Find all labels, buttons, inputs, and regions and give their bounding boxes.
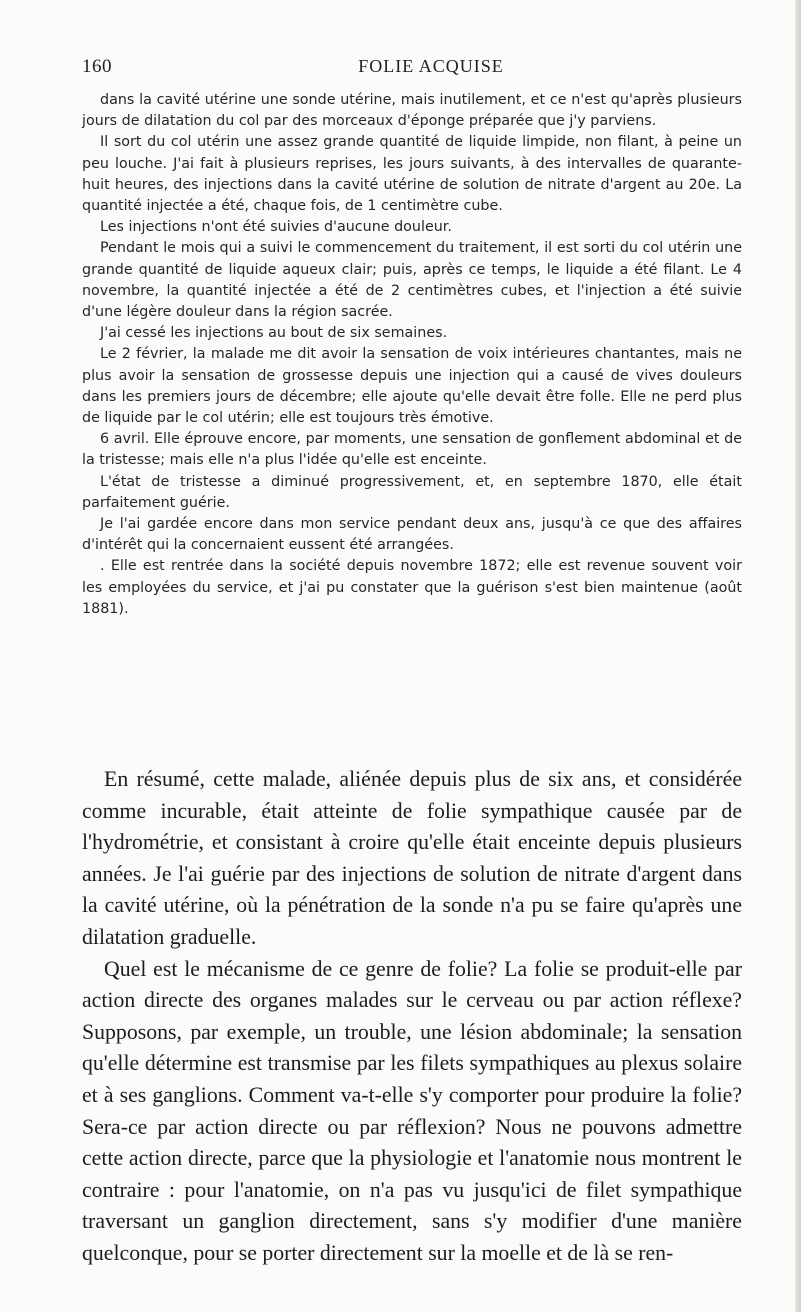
case-paragraph: Il sort du col utérin une assez grande quantité de liquide limpide, non filant, à peine un peu louche. J'ai fait à plusieurs reprises, les jours suivants, à des intervalles de quarante-huit heures, des injections dans la cavité utérine de solution de nitrate d'argent au 20e. La quantité injectée a été, chaque fois, de 1 centimètre cube. [82, 134, 742, 215]
discussion-paragraph: Quel est le mécanisme de ce genre de folie? La folie se produit-elle par action directe des organes malades sur le cerveau ou par action réflexe? Supposons, par exemple, un trouble, une lésion abdominale; la sensation qu'elle détermine est transmise par les filets sympathiques au plexus solaire et à ses ganglions. Comment va-t-elle s'y comporter pour produire la folie? Sera-ce par action directe ou par réflexion? Nous ne pouvons admettre cette action directe, parce que la physiologie et l'anatomie nous montrent le contraire : pour l'anatomie, on n'a pas vu jusqu'ici de filet sympathique traversant un ganglion directement, sans s'y modifier d'une manière quelconque, pour se porter directement sur la moelle et de là se ren- [82, 956, 742, 1265]
discussion-text [82, 764, 742, 1270]
page-number: 160 [82, 56, 112, 77]
case-paragraph: J'ai cessé les injections au bout de six semaines. [100, 325, 448, 342]
case-paragraph: . Elle est rentrée dans la société depuis novembre 1872; elle est revenue souvent voir les employées du service, et j'ai pu constater que la guérison s'est bien maintenue (août 1881). [82, 558, 742, 617]
page-edge-shadow [795, 0, 801, 1312]
case-paragraph: Les injections n'ont été suivies d'aucune douleur. [100, 219, 452, 236]
case-paragraph: 6 avril. Elle éprouve encore, par moments, une sensation de gonflement abdominal et de la tristesse; mais elle n'a plus l'idée qu'elle est enceinte. [82, 431, 742, 469]
case-paragraph: Le 2 février, la malade me dit avoir la sensation de voix intérieures chantantes, mais ne plus avoir la sensation de grossesse depuis une injection qui a causé de vives douleurs dans les premiers jours de décembre; elle ajoute qu'elle devait être folle. Elle ne perd plus de liquide par le col utérin; elle est toujours très émotive. [82, 346, 742, 427]
case-paragraph: dans la cavité utérine une sonde utérine, mais inutilement, et ce n'est qu'après plusieurs jours de dilatation du col par des morceaux d'éponge préparée que j'y parviens. [82, 92, 742, 130]
case-notes [82, 90, 742, 620]
case-paragraph: Je l'ai gardée encore dans mon service pendant deux ans, jusqu'à ce que des affaires d'intérêt qui la concernaient eussent été arrangées. [82, 516, 742, 554]
case-paragraph: L'état de tristesse a diminué progressivement, et, en septembre 1870, elle était parfaitement guérie. [82, 473, 742, 511]
running-title: FOLIE ACQUISE [358, 56, 504, 76]
discussion-paragraph: En résumé, cette malade, aliénée depuis plus de six ans, et considérée comme incurable, était atteinte de folie sympathique causée par de l'hydrométrie, et consistant à croire qu'elle était enceinte depuis plusieurs années. Je l'ai guérie par des injections de solution de nitrate d'argent dans la cavité utérine, où la pénétration de la sonde n'a pu se faire qu'après une dilatation graduelle. [82, 767, 742, 949]
case-paragraph: Pendant le mois qui a suivi le commencement du traitement, il est sorti du col utérin une grande quantité de liquide aqueux clair; puis, après ce temps, le liquide a été filant. Le 4 novembre, la quantité injectée a été de 2 centimètres cubes, et l'injection a été suivie d'une légère douleur dans la région sacrée. [82, 240, 742, 321]
running-head [82, 56, 740, 86]
